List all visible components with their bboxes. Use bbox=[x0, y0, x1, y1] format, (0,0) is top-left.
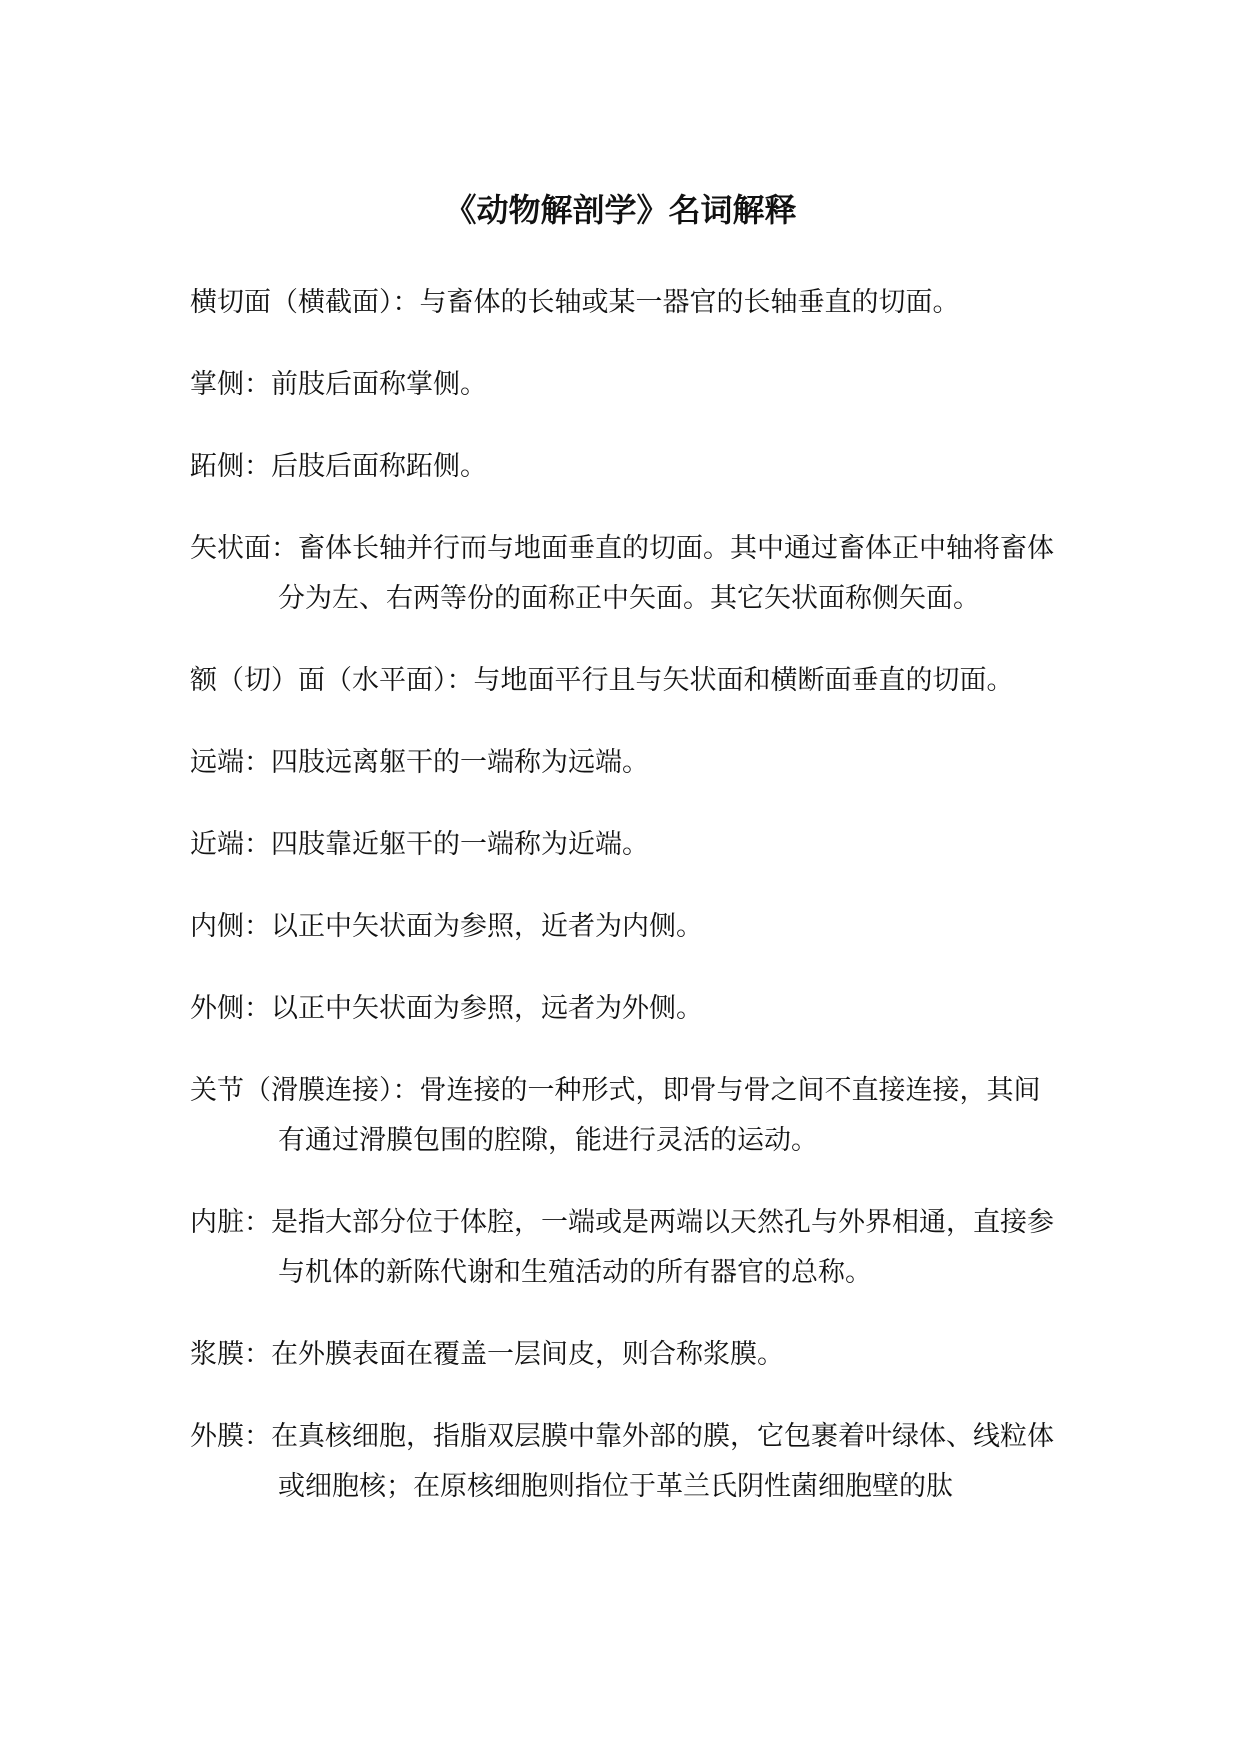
glossary-entry: 内脏：是指大部分位于体腔，一端或是两端以天然孔与外界相通，直接参与机体的新陈代谢和生殖活动的所有器官的总称。 bbox=[190, 1207, 1054, 1288]
glossary-entry: 近端：四肢靠近躯干的一端称为近端。 bbox=[190, 829, 649, 860]
glossary-entry: 内侧：以正中矢状面为参照，近者为内侧。 bbox=[190, 911, 703, 942]
glossary-entry: 额（切）面（水平面）：与地面平行且与矢状面和横断面垂直的切面。 bbox=[190, 665, 1014, 696]
glossary-entry: 矢状面：畜体长轴并行而与地面垂直的切面。其中通过畜体正中轴将畜体分为左、右两等份的面称正中矢面。其它矢状面称侧矢面。 bbox=[190, 533, 1054, 614]
glossary-list bbox=[190, 278, 1060, 1544]
glossary-entry: 横切面（横截面）：与畜体的长轴或某一器官的长轴垂直的切面。 bbox=[190, 287, 960, 318]
glossary-entry: 外膜：在真核细胞，指脂双层膜中靠外部的膜，它包裹着叶绿体、线粒体或细胞核；在原核细胞则指位于革兰氏阴性菌细胞壁的肽 bbox=[190, 1421, 1054, 1502]
glossary-entry: 关节（滑膜连接）：骨连接的一种形式，即骨与骨之间不直接连接，其间有通过滑膜包围的腔隙，能进行灵活的运动。 bbox=[190, 1075, 1041, 1156]
glossary-entry: 跖侧：后肢后面称跖侧。 bbox=[190, 451, 487, 482]
glossary-entry: 远端：四肢远离躯干的一端称为远端。 bbox=[190, 747, 649, 778]
glossary-entry: 掌侧：前肢后面称掌侧。 bbox=[190, 369, 487, 400]
document-title: 《动物解剖学》名词解释 bbox=[444, 191, 797, 229]
glossary-entry: 外侧：以正中矢状面为参照，远者为外侧。 bbox=[190, 993, 703, 1024]
glossary-entry: 浆膜：在外膜表面在覆盖一层间皮，则合称浆膜。 bbox=[190, 1339, 784, 1370]
